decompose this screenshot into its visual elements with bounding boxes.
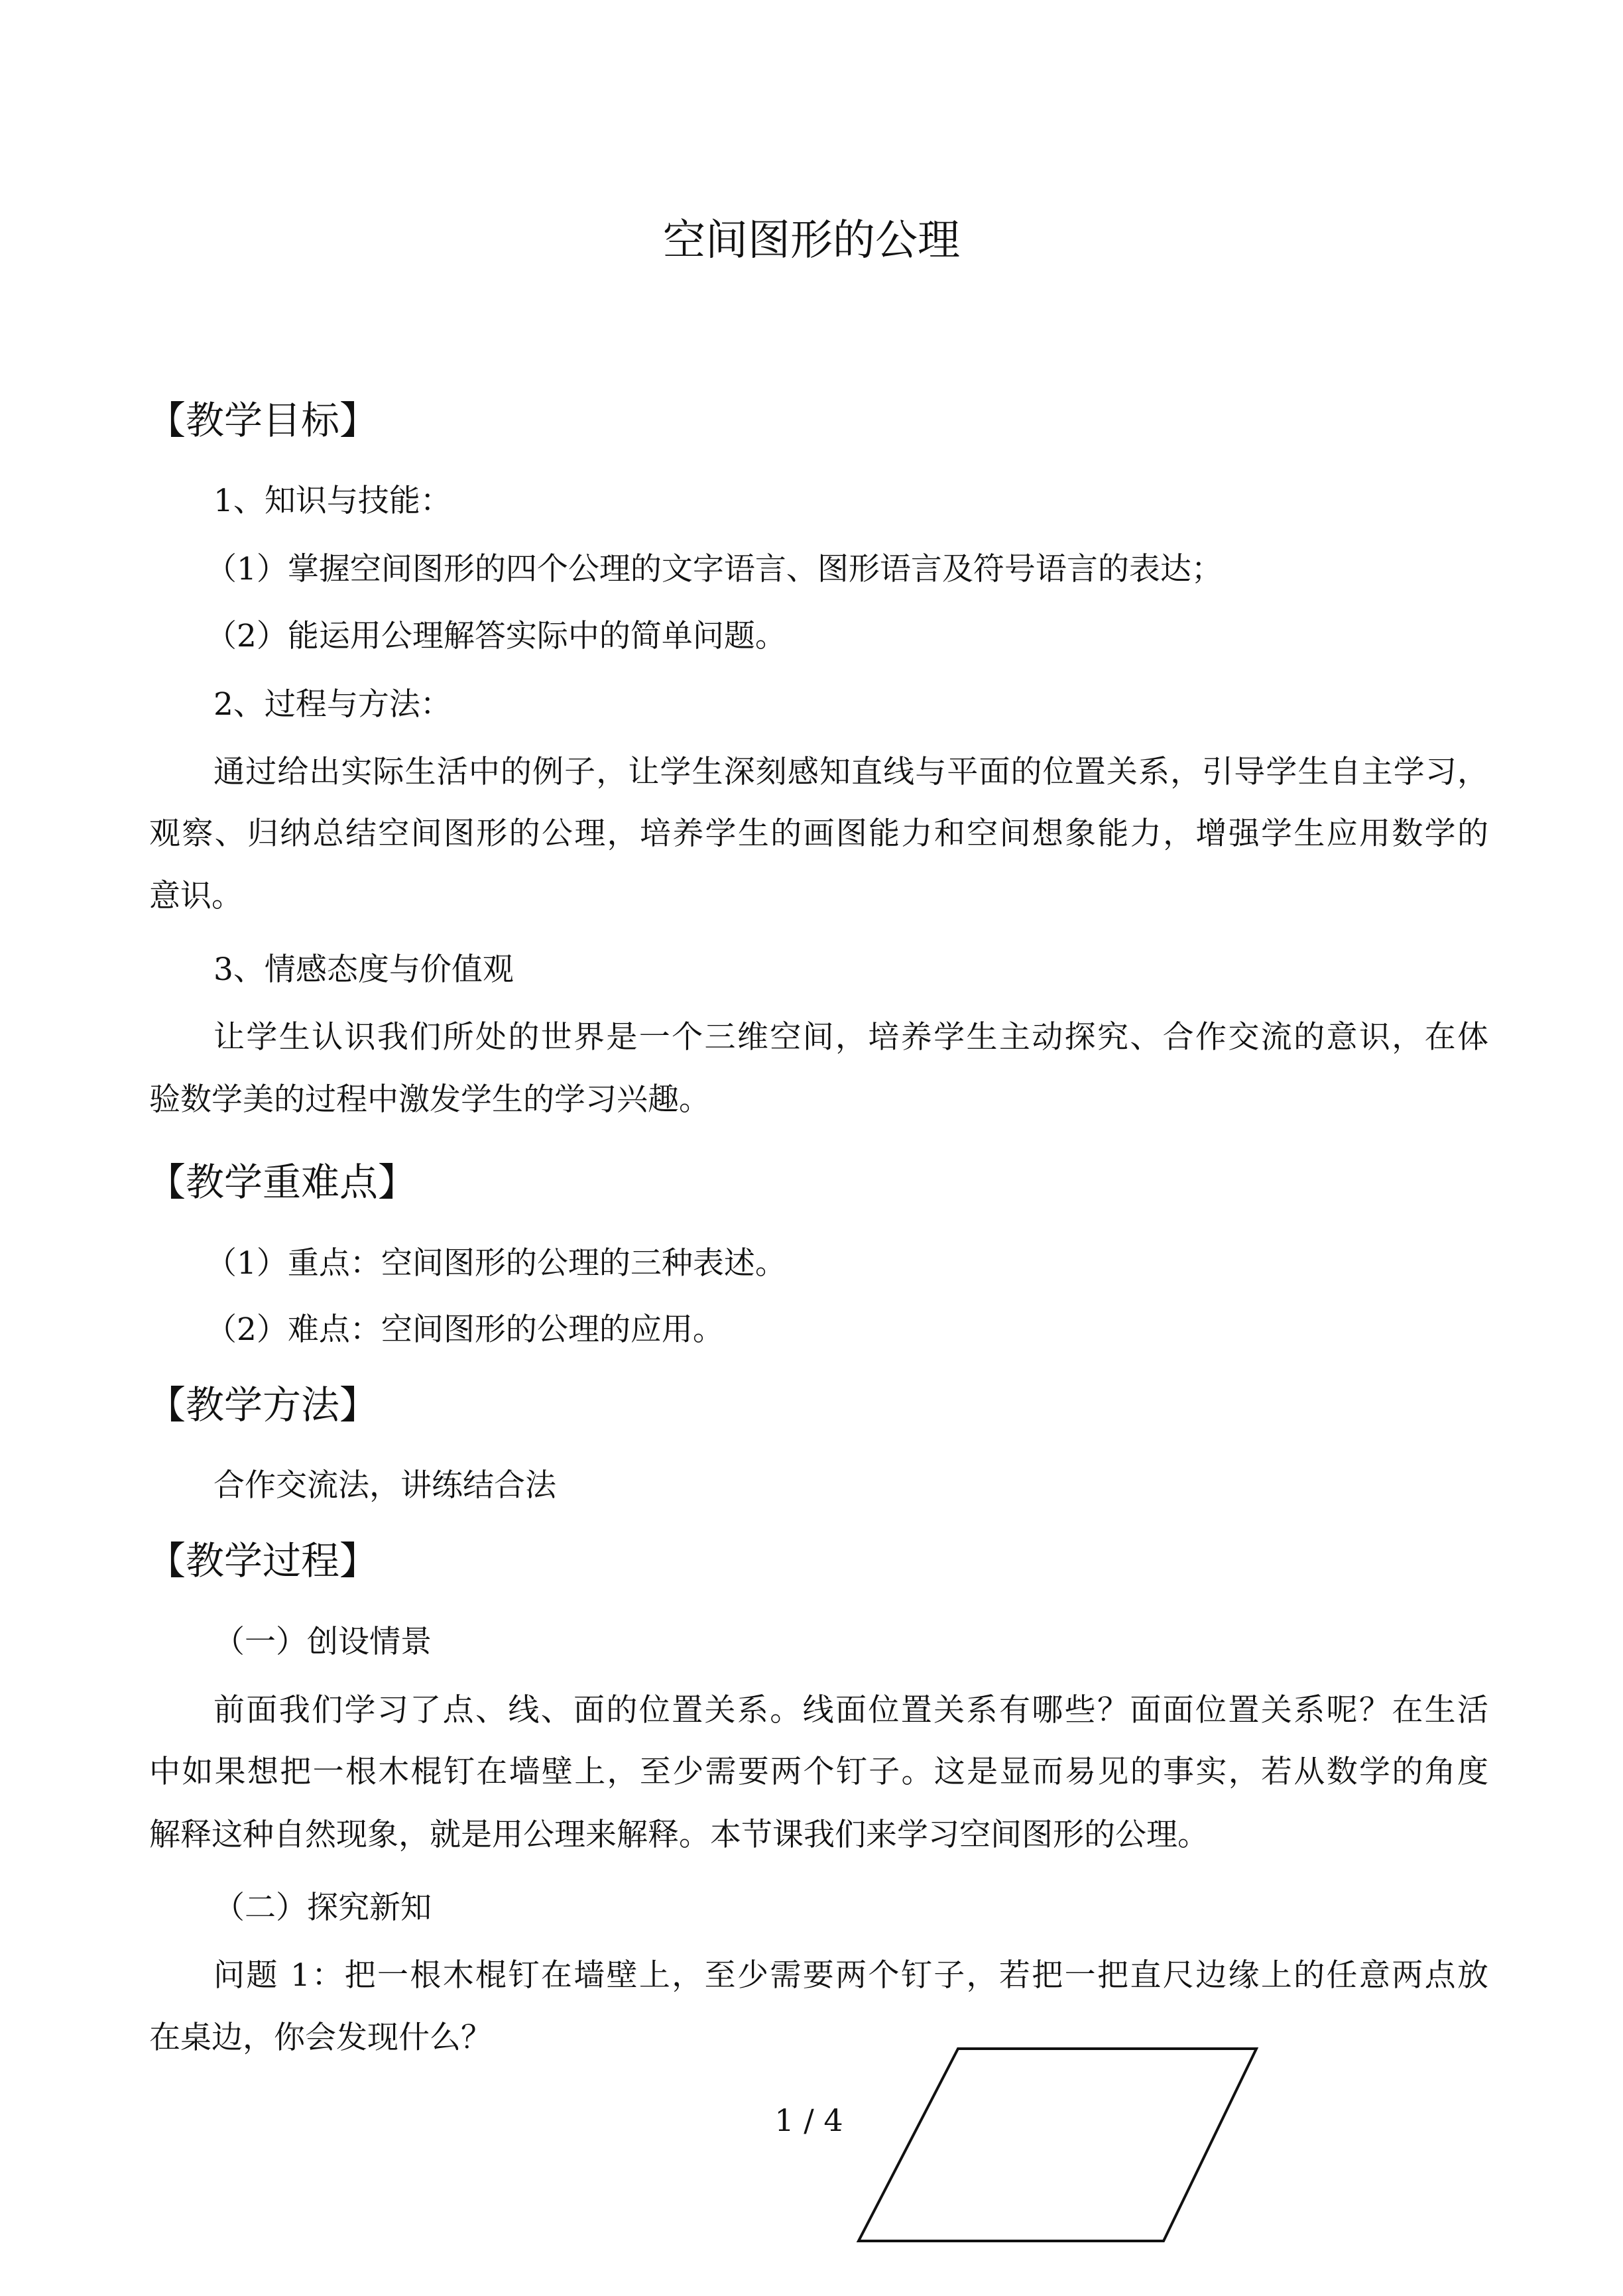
question-1-line: 在桌边，你会发现什么？ — [149, 2020, 492, 2056]
objective-1-title: 1、知识与技能： — [213, 483, 451, 519]
page-title: 空间图形的公理 — [663, 216, 960, 265]
objective-3-title: 3、情感态度与价值观 — [213, 951, 514, 988]
objective-1-sub-2: （2）能运用公理解答实际中的简单问题。 — [206, 618, 786, 654]
process-part-1-para-line: 中如果想把一根木棍钉在墙壁上，至少需要两个钉子。这是显而易见的事实，若从数学的角度 — [149, 1754, 1488, 1790]
process-part-1-title: （一）创设情景 — [213, 1624, 432, 1660]
section-heading-process: 【教学过程】 — [147, 1538, 379, 1583]
process-part-1-para-line: 解释这种自然现象，就是用公理来解释。本节课我们来学习空间图形的公理。 — [149, 1817, 1209, 1853]
objective-2-para-line: 通过给出实际生活中的例子，让学生深刻感知直线与平面的位置关系，引导学生自主学习， — [213, 754, 1488, 790]
question-1-line: 问题 1：把一根木棍钉在墙壁上，至少需要两个钉子，若把一把直尺边缘上的任意两点放 — [213, 1957, 1488, 1994]
plane-outline — [859, 2049, 1256, 2241]
objective-3-para-line: 验数学美的过程中激发学生的学习兴趣。 — [149, 1081, 710, 1118]
key-point-2: （2）难点：空间图形的公理的应用。 — [206, 1311, 724, 1348]
objective-3-para-line: 让学生认识我们所处的世界是一个三维空间，培养学生主动探究、合作交流的意识，在体 — [213, 1019, 1488, 1056]
objective-2-title: 2、过程与方法： — [213, 686, 451, 723]
objective-2-para-line: 观察、归纳总结空间图形的公理，培养学生的画图能力和空间想象能力，增强学生应用数学的 — [149, 816, 1488, 852]
methods-text: 合作交流法，讲练结合法 — [213, 1467, 556, 1504]
section-heading-methods: 【教学方法】 — [147, 1382, 379, 1427]
process-part-2-title: （二）探究新知 — [213, 1890, 432, 1926]
objective-1-sub-1: （1）掌握空间图形的四个公理的文字语言、图形语言及符号语言的表达； — [206, 551, 1223, 587]
objective-2-para-line: 意识。 — [149, 878, 243, 914]
process-part-1-para-line: 前面我们学习了点、线、面的位置关系。线面位置关系有哪些？面面位置关系呢？在生活 — [213, 1692, 1488, 1728]
key-point-1: （1）重点：空间图形的公理的三种表述。 — [206, 1245, 786, 1282]
page-number: 1 / 4 — [774, 2102, 843, 2138]
section-heading-objectives: 【教学目标】 — [147, 398, 379, 443]
parallelogram-plane-figure — [855, 2045, 1266, 2244]
section-heading-key-points: 【教学重难点】 — [147, 1160, 417, 1205]
